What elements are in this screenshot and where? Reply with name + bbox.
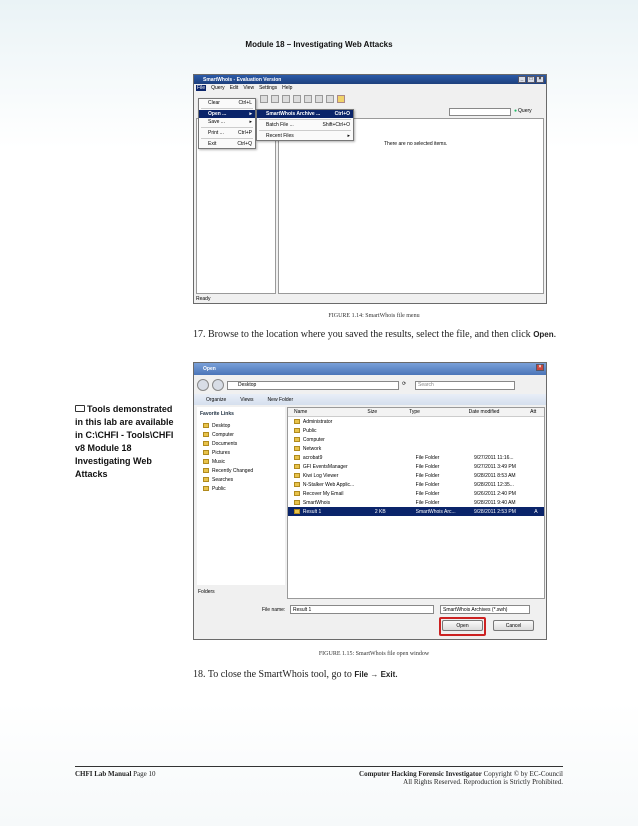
step-number: 17. [193, 329, 206, 340]
favorite-link[interactable]: Documents [197, 439, 285, 448]
status-bar: Ready [196, 296, 211, 302]
menu-separator [201, 138, 253, 139]
step-bold: Open [533, 330, 554, 339]
file-date: 9/26/2011 2:40 PM [473, 490, 516, 497]
menu-query[interactable]: Query [211, 84, 225, 91]
folder-icon [294, 464, 300, 469]
menu-item-save[interactable]: Save ... ▸ [208, 119, 252, 125]
menu-item-clear[interactable]: Clear Ctrl+L [208, 100, 252, 106]
file-row[interactable] [288, 426, 544, 435]
folders-toggle[interactable]: Folders [198, 589, 215, 595]
file-date: 9/28/2011 12:35... [473, 481, 514, 488]
figure-caption: FIGURE 1.15: SmartWhois file open window [318, 651, 430, 657]
step-text: To close the SmartWhois tool, go to [207, 669, 352, 680]
cancel-button[interactable]: Cancel [493, 620, 534, 631]
query-button[interactable]: ● Query [514, 108, 532, 114]
favorite-icon [203, 459, 209, 464]
favorite-link[interactable]: Recently Changed [197, 466, 285, 475]
file-name: Public [302, 427, 317, 434]
file-name: GFI EventsManager [302, 463, 348, 470]
file-name: acrobat9 [302, 454, 323, 461]
file-date: 9/27/2011 3:49 PM [473, 463, 516, 470]
toolbar [254, 92, 546, 105]
favorite-link[interactable]: Public [197, 484, 285, 493]
folder-icon [294, 437, 300, 442]
favorite-icon [203, 486, 209, 491]
folder-outline-icon [75, 405, 85, 412]
dialog-title: Open [203, 366, 216, 372]
footer-page: Page 10 [133, 770, 156, 778]
step-number: 18. [193, 669, 206, 680]
file-type: File Folder [415, 472, 440, 479]
new-folder-button[interactable]: New Folder [267, 396, 294, 403]
file-type: File Folder [415, 481, 440, 488]
menu-item-exit[interactable]: Exit Ctrl+Q [208, 141, 252, 147]
toolbar-icon[interactable] [271, 95, 279, 103]
folder-icon [294, 473, 300, 478]
file-att: A [534, 508, 538, 515]
folder-icon [294, 419, 300, 424]
file-row[interactable] [288, 444, 544, 453]
menu-view[interactable]: View [243, 84, 255, 91]
col-size[interactable]: Size [367, 409, 378, 415]
file-row[interactable] [288, 471, 544, 480]
page-header: Module 18 – Investigating Web Attacks [245, 40, 393, 49]
favorite-links-header: Favorite Links [200, 411, 234, 417]
favorite-icon [203, 477, 209, 482]
favorite-link[interactable]: Desktop [197, 421, 285, 430]
folder-icon [294, 446, 300, 451]
views-button[interactable]: Views [240, 396, 254, 403]
close-button[interactable]: × [536, 76, 544, 83]
folder-icon [294, 491, 300, 496]
file-name: Network [302, 445, 322, 452]
file-name: N-Stalker Web Applic... [302, 481, 355, 488]
file-name: Computer [302, 436, 325, 443]
footer-course: Computer Hacking Forensic Investigator [359, 770, 482, 778]
col-att[interactable]: Att [530, 409, 537, 415]
favorite-link[interactable]: Pictures [197, 448, 285, 457]
file-name: SmartWhois [302, 499, 331, 506]
folder-icon [294, 428, 300, 433]
filename-label: File name: [262, 607, 286, 613]
footer-manual: CHFI Lab Manual [75, 770, 132, 778]
file-row[interactable] [288, 498, 544, 507]
menu-separator [259, 130, 351, 131]
minimize-button[interactable]: _ [518, 76, 526, 83]
file-date: 9/28/2011 2:53 PM [473, 508, 516, 515]
sidenote-text: Tools demonstrated in this lab are available in C:\CHFI - Tools\CHFI v8 Module 18 Investigating Web Attacks [75, 404, 174, 479]
footer-copyright: Copyright © by EC-Council [483, 770, 563, 778]
favorite-link[interactable]: Music [197, 457, 285, 466]
file-row[interactable] [288, 453, 544, 462]
favorite-icon [203, 423, 209, 428]
address-bar[interactable]: Desktop [227, 381, 399, 390]
menu-bar [194, 84, 546, 91]
step-text: Browse to the location where you saved the results, select the file, and then click [208, 329, 531, 340]
menu-separator [201, 108, 253, 109]
toolbar-icon[interactable] [293, 95, 301, 103]
file-size: 2 KB [374, 508, 386, 515]
dialog-toolbar [194, 394, 547, 405]
favorite-links-pane [197, 407, 285, 585]
file-date: 9/27/2011 11:16... [473, 454, 514, 461]
close-button[interactable]: × [536, 364, 544, 371]
file-menu [198, 98, 256, 149]
file-type: File Folder [415, 454, 440, 461]
file-name: Result 1 [302, 508, 322, 515]
file-row[interactable] [288, 480, 544, 489]
menu-item-open[interactable]: Open ... ▸ [199, 110, 255, 118]
file-name: Recover My Email [302, 490, 344, 497]
menu-file[interactable]: File [197, 84, 206, 91]
menu-item-batch-file[interactable]: Batch File ... Shift+Ctrl+O [266, 122, 350, 128]
file-name: Administrator [302, 418, 333, 425]
query-icon: ● [514, 108, 518, 114]
folder-icon [294, 455, 300, 460]
open-submenu [256, 109, 354, 141]
favorite-link[interactable]: Searches [197, 475, 285, 484]
menu-item-smartwhois-archive[interactable]: SmartWhois Archive ... Ctrl+O [257, 110, 353, 118]
step-17: 17. Browse to the location where you saved the results, select the file, and then click Open. [193, 329, 557, 340]
menu-item-print[interactable]: Print ... Ctrl+P [208, 130, 252, 136]
toolbar-icon[interactable] [326, 95, 334, 103]
footer-rights: All Rights Reserved. Reproduction is Strictly Prohibited. [403, 778, 563, 786]
smartwhois-window [193, 74, 547, 304]
window-title: SmartWhois - Evaluation Version [203, 76, 282, 83]
tools-sidenote [75, 403, 175, 481]
file-row[interactable] [288, 462, 544, 471]
back-button[interactable] [197, 379, 209, 391]
lightning-icon[interactable] [337, 95, 345, 103]
file-row[interactable] [288, 507, 544, 516]
file-row[interactable] [288, 489, 544, 498]
menu-item-recent-files[interactable]: Recent Files ▸ [266, 133, 350, 139]
search-input[interactable]: Search [415, 381, 515, 390]
nav-bar [197, 377, 545, 393]
filename-input[interactable]: Result 1 [290, 605, 434, 614]
favorite-icon [203, 441, 209, 446]
window-titlebar [194, 75, 546, 84]
menu-settings[interactable]: Settings [259, 84, 278, 91]
file-date: 9/28/2011 9:40 AM [473, 499, 516, 506]
menu-edit[interactable]: Edit [229, 84, 239, 91]
forward-button[interactable] [212, 379, 224, 391]
file-type: File Folder [415, 490, 440, 497]
file-row[interactable] [288, 417, 544, 426]
file-type: SmartWhois Arc... [415, 508, 456, 515]
query-dropdown[interactable] [449, 108, 511, 116]
column-headers [288, 408, 544, 417]
file-row[interactable] [288, 435, 544, 444]
step-bold: File → Exit [354, 670, 396, 679]
menu-separator [201, 127, 253, 128]
open-button[interactable]: Open [442, 620, 483, 631]
open-dialog [193, 362, 547, 640]
favorite-icon [203, 468, 209, 473]
favorite-link[interactable]: Computer [197, 430, 285, 439]
dialog-titlebar [194, 363, 546, 375]
folder-icon [294, 509, 300, 514]
toolbar-icon[interactable] [282, 95, 290, 103]
page-footer [75, 766, 563, 786]
organize-button[interactable]: Organize [206, 396, 227, 403]
favorite-icon [203, 432, 209, 437]
col-date[interactable]: Date modified [468, 409, 500, 415]
maximize-button[interactable]: □ [527, 76, 535, 83]
right-pane [278, 118, 544, 294]
menu-help[interactable]: Help [282, 84, 293, 91]
refresh-icon[interactable]: ⟳ [402, 380, 407, 387]
file-type: File Folder [415, 499, 440, 506]
file-list [287, 407, 545, 599]
toolbar-icon[interactable] [260, 95, 268, 103]
favorite-icon [203, 450, 209, 455]
filetype-select[interactable]: SmartWhois Archives (*.swh) [440, 605, 530, 614]
empty-message: There are no selected items. [384, 141, 448, 147]
figure-caption: FIGURE 1.14: SmartWhois file menu [328, 313, 420, 319]
file-name: Kiwi Log Viewer [302, 472, 339, 479]
col-type[interactable]: Type [409, 409, 420, 415]
toolbar-icon[interactable] [304, 95, 312, 103]
col-name[interactable]: Name [294, 409, 308, 415]
folder-icon [294, 482, 300, 487]
toolbar-icon[interactable] [315, 95, 323, 103]
folder-icon [294, 500, 300, 505]
file-type: File Folder [415, 463, 440, 470]
file-date: 9/28/2011 8:53 AM [473, 472, 516, 479]
step-18: 18. To close the SmartWhois tool, go to File → Exit. [193, 669, 398, 680]
menu-separator [259, 119, 351, 120]
